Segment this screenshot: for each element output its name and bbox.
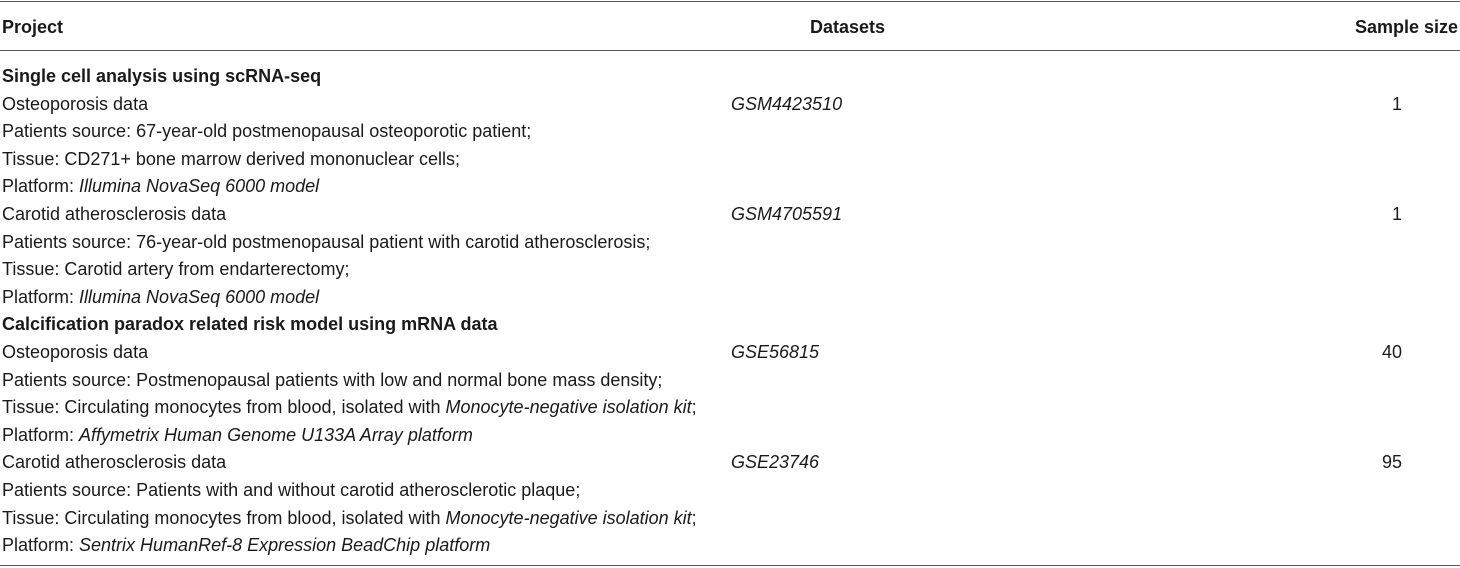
tissue-suffix: ; bbox=[691, 397, 697, 418]
header-sample-size: Sample size bbox=[1354, 17, 1458, 37]
table-row bbox=[0, 395, 1460, 423]
platform-name: Illumina NovaSeq 6000 model bbox=[79, 176, 320, 197]
platform-label: Platform: bbox=[2, 535, 80, 556]
section-title: Calcification paradox related risk model using mRNA data bbox=[2, 314, 498, 335]
patients-source: Patients source: Postmenopausal patients with low and normal bone mass density; bbox=[2, 369, 663, 390]
platform-name: Sentrix HumanRef-8 Expression BeadChip platform bbox=[79, 535, 491, 556]
table-row bbox=[0, 478, 1460, 506]
table-row bbox=[0, 368, 1460, 396]
sample-size: 1 bbox=[1391, 203, 1402, 224]
platform-name: Illumina NovaSeq 6000 model bbox=[79, 286, 320, 307]
platform-label: Platform: bbox=[2, 176, 80, 197]
table-row bbox=[0, 147, 1460, 175]
tissue-kit: Monocyte-negative isolation kit bbox=[445, 507, 692, 528]
table-row bbox=[0, 92, 1460, 120]
table-row bbox=[0, 340, 1460, 368]
platform-info bbox=[2, 285, 319, 309]
section-title: Single cell analysis using scRNA-seq bbox=[2, 66, 322, 86]
table-row bbox=[0, 202, 1460, 230]
sample-size: 1 bbox=[1391, 93, 1402, 114]
tissue-text: Tissue: Carotid artery from endarterectomy; bbox=[2, 259, 350, 280]
project-name: Osteoporosis data bbox=[2, 341, 149, 362]
platform-info bbox=[2, 423, 473, 447]
tissue-text: Tissue: Circulating monocytes from blood, isolated with bbox=[2, 397, 446, 418]
header-rule bbox=[0, 50, 1460, 51]
header-project: Project bbox=[2, 17, 64, 37]
tissue-info bbox=[2, 257, 349, 281]
table-top-rule bbox=[0, 1, 1460, 2]
patients-source: Patients source: 76-year-old postmenopausal patient with carotid atherosclerosis; bbox=[2, 231, 651, 252]
dataset-id: GSE56815 bbox=[731, 341, 820, 362]
table-row bbox=[0, 257, 1460, 285]
dataset-id: GSE23746 bbox=[731, 452, 820, 473]
table-row bbox=[0, 285, 1460, 313]
section-title-row bbox=[0, 312, 1460, 340]
dataset-id: GSM4705591 bbox=[731, 203, 843, 224]
section-title-row bbox=[0, 64, 1460, 92]
tissue-text: Tissue: Circulating monocytes from blood, isolated with bbox=[2, 507, 446, 528]
tissue-info bbox=[2, 147, 460, 171]
table-body bbox=[0, 64, 1460, 561]
table-row bbox=[0, 174, 1460, 202]
sample-size: 95 bbox=[1381, 452, 1402, 473]
platform-label: Platform: bbox=[2, 286, 80, 307]
tissue-suffix: ; bbox=[691, 507, 697, 528]
dataset-id: GSM4423510 bbox=[731, 93, 843, 114]
tissue-info bbox=[2, 506, 697, 530]
patients-source: Patients source: Patients with and without carotid atherosclerotic plaque; bbox=[2, 479, 581, 500]
table-row bbox=[0, 119, 1460, 147]
table-row bbox=[0, 423, 1460, 451]
patients-source: Patients source: 67-year-old postmenopausal osteoporotic patient; bbox=[2, 121, 532, 142]
platform-name: Affymetrix Human Genome U133A Array platform bbox=[79, 424, 473, 445]
project-name: Osteoporosis data bbox=[2, 93, 149, 114]
platform-label: Platform: bbox=[2, 424, 80, 445]
project-name: Carotid atherosclerosis data bbox=[2, 452, 227, 473]
project-name: Carotid atherosclerosis data bbox=[2, 203, 227, 224]
tissue-kit: Monocyte-negative isolation kit bbox=[445, 397, 692, 418]
table-row bbox=[0, 450, 1460, 478]
platform-info bbox=[2, 533, 490, 557]
table-row bbox=[0, 506, 1460, 534]
sample-size: 40 bbox=[1381, 341, 1402, 362]
table-row bbox=[0, 230, 1460, 258]
tissue-info bbox=[2, 395, 697, 419]
table-row bbox=[0, 533, 1460, 561]
tissue-text: Tissue: CD271+ bone marrow derived mononuclear cells; bbox=[2, 148, 461, 169]
table-bottom-rule bbox=[0, 565, 1460, 566]
platform-info bbox=[2, 174, 319, 198]
header-datasets: Datasets bbox=[810, 17, 886, 37]
